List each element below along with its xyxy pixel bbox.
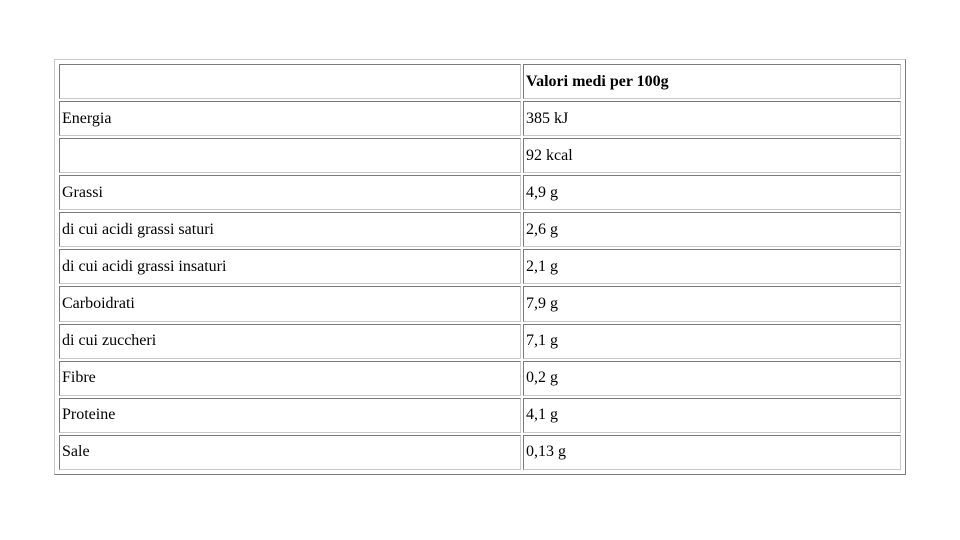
nutrition-table-grid xyxy=(57,62,903,472)
nutrient-label: Energia xyxy=(59,101,521,136)
table-row xyxy=(59,212,901,247)
nutrient-value: 7,1 g xyxy=(523,324,901,359)
nutrient-value: 0,2 g xyxy=(523,361,901,396)
table-header-row xyxy=(59,64,901,99)
header-label-cell xyxy=(59,64,521,99)
nutrient-label xyxy=(59,138,521,173)
nutrition-table xyxy=(54,59,906,475)
nutrient-value: 0,13 g xyxy=(523,435,901,470)
table-row xyxy=(59,324,901,359)
nutrient-label: di cui zuccheri xyxy=(59,324,521,359)
nutrient-label: Proteine xyxy=(59,398,521,433)
table-row xyxy=(59,398,901,433)
nutrient-label: Fibre xyxy=(59,361,521,396)
nutrient-value: 4,1 g xyxy=(523,398,901,433)
nutrient-label: di cui acidi grassi saturi xyxy=(59,212,521,247)
nutrient-label: Carboidrati xyxy=(59,286,521,321)
table-row xyxy=(59,101,901,136)
table-row xyxy=(59,249,901,284)
nutrient-label: Grassi xyxy=(59,175,521,210)
nutrient-value: 7,9 g xyxy=(523,286,901,321)
header-value-cell: Valori medi per 100g xyxy=(523,64,901,99)
nutrient-value: 4,9 g xyxy=(523,175,901,210)
table-row xyxy=(59,138,901,173)
table-row xyxy=(59,175,901,210)
table-row xyxy=(59,361,901,396)
nutrient-value: 385 kJ xyxy=(523,101,901,136)
nutrient-value: 92 kcal xyxy=(523,138,901,173)
nutrient-label: di cui acidi grassi insaturi xyxy=(59,249,521,284)
nutrient-label: Sale xyxy=(59,435,521,470)
nutrient-value: 2,1 g xyxy=(523,249,901,284)
nutrient-value: 2,6 g xyxy=(523,212,901,247)
table-row xyxy=(59,435,901,470)
table-row xyxy=(59,286,901,321)
